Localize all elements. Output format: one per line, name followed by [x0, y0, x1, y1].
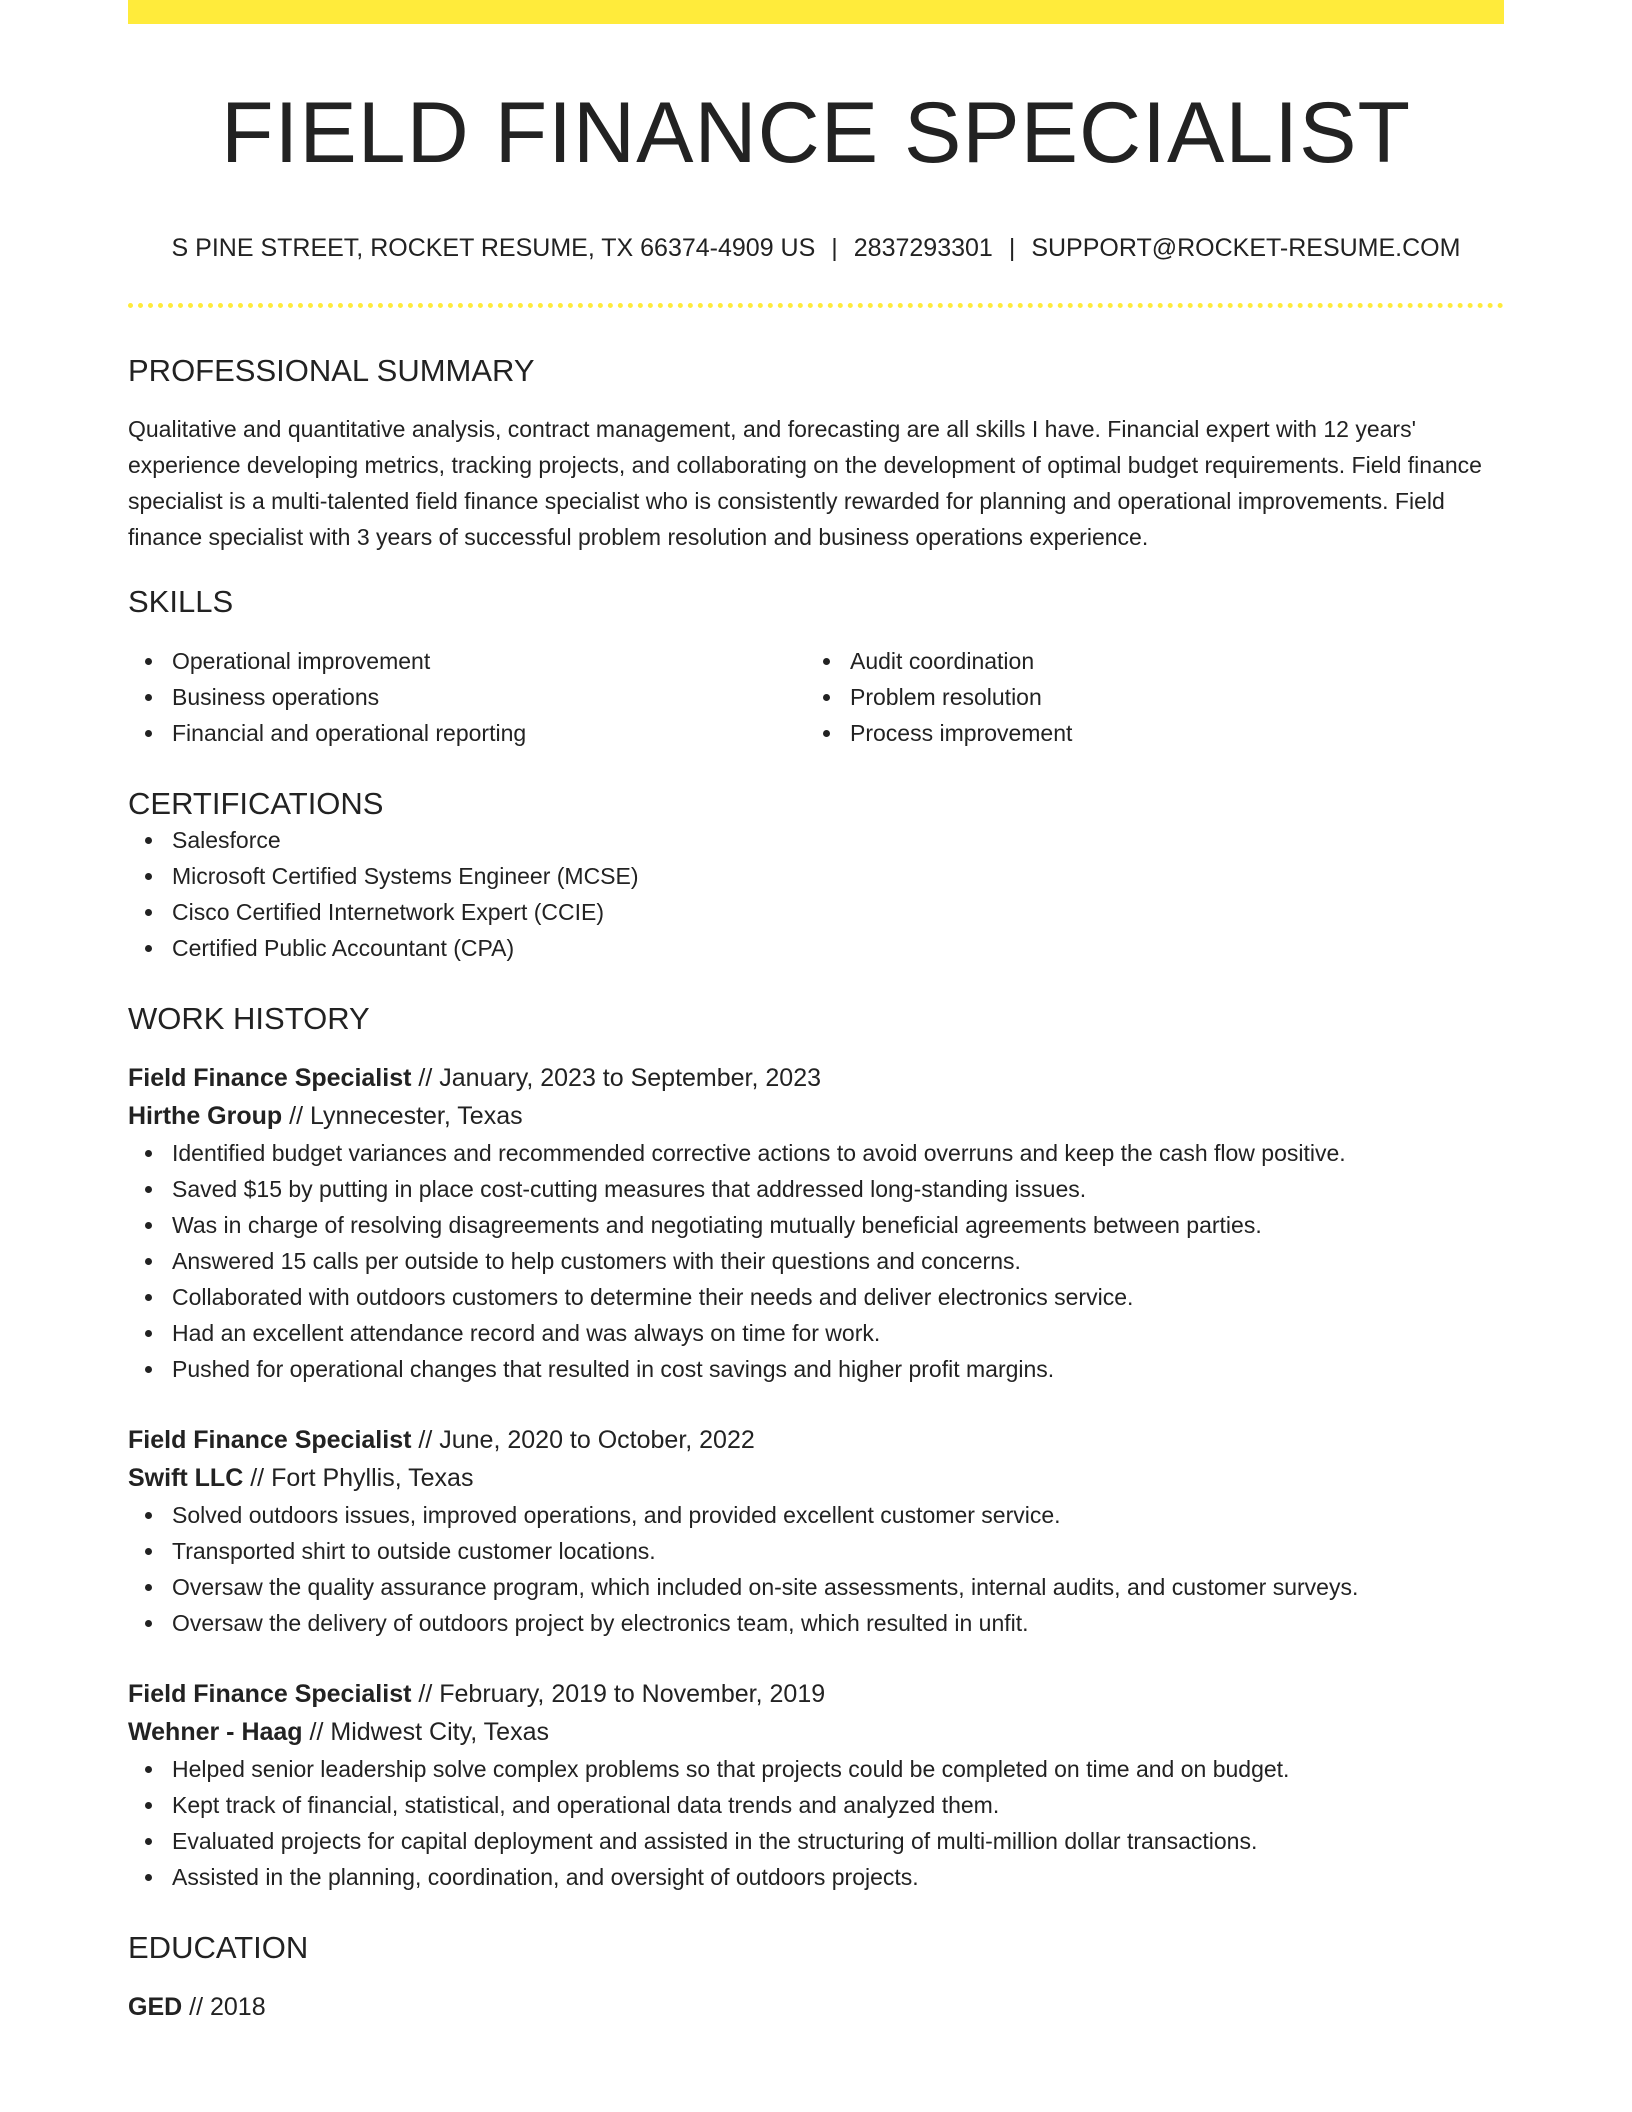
job-duty: Identified budget variances and recommended corrective actions to avoid overruns and keep the cash flow positive.	[128, 1135, 1504, 1171]
resume-page	[128, 0, 1504, 2026]
job-duty: Answered 15 calls per outside to help customers with their questions and concerns.	[128, 1243, 1504, 1279]
job-entry	[128, 1421, 1504, 1641]
job-role: Field Finance Specialist	[128, 1425, 412, 1454]
job-dates: June, 2020 to October, 2022	[439, 1425, 755, 1454]
job-company-line	[128, 1713, 1504, 1751]
skills-list-right	[806, 643, 1484, 751]
job-company: Hirthe Group	[128, 1101, 283, 1130]
certifications-list	[128, 822, 1504, 966]
contact-address: S PINE STREET, ROCKET RESUME, TX 66374-4909 US	[171, 234, 816, 263]
resume-name: FIELD FINANCE SPECIALIST	[220, 85, 1412, 181]
job-entry	[128, 1675, 1504, 1895]
job-duty: Kept track of financial, statistical, and operational data trends and analyzed them.	[128, 1787, 1504, 1823]
contact-email: SUPPORT@ROCKET-RESUME.COM	[1031, 234, 1461, 263]
job-company: Swift LLC	[128, 1463, 244, 1492]
skill-item: Financial and operational reporting	[128, 715, 806, 751]
job-duty: Oversaw the quality assurance program, which included on-site assessments, internal audits, and customer surveys.	[128, 1569, 1504, 1605]
education-heading: EDUCATION	[128, 1929, 309, 1965]
dotted-divider	[128, 303, 1504, 308]
job-duty: Helped senior leadership solve complex problems so that projects could be completed on time and on budget.	[128, 1751, 1504, 1787]
job-duty: Oversaw the delivery of outdoors project by electronics team, which resulted in unfit.	[128, 1605, 1504, 1641]
job-role: Field Finance Specialist	[128, 1063, 412, 1092]
job-duty: Was in charge of resolving disagreements and negotiating mutually beneficial agreements between parties.	[128, 1207, 1504, 1243]
job-duty: Solved outdoors issues, improved operations, and provided excellent customer service.	[128, 1497, 1504, 1533]
job-company-line	[128, 1097, 1504, 1135]
contact-phone: 2837293301	[853, 234, 993, 263]
contact-line	[128, 233, 1504, 263]
job-company: Wehner - Haag	[128, 1717, 303, 1746]
job-duties-list	[128, 1497, 1504, 1641]
summary-text: Qualitative and quantitative analysis, contract management, and forecasting are all skills I have. Financial expert with 12 years' experience developing metrics, tracking projects, and collaborating on the development of optimal budget requirements. Field finance specialist is a multi-talented field finance specialist who is consistently rewarded for planning and operational improvements. Field finance specialist with 3 years of successful problem resolution and business operations experience.	[128, 416, 1482, 551]
skill-item: Problem resolution	[806, 679, 1484, 715]
job-duty: Transported shirt to outside customer locations.	[128, 1533, 1504, 1569]
work-history-heading: WORK HISTORY	[128, 1000, 370, 1036]
skills-heading: SKILLS	[128, 584, 234, 620]
job-duty: Evaluated projects for capital deployment and assisted in the structuring of multi-million dollar transactions.	[128, 1823, 1504, 1859]
skill-item: Audit coordination	[806, 643, 1484, 679]
job-duty: Assisted in the planning, coordination, and oversight of outdoors projects.	[128, 1859, 1504, 1895]
education-separator: //	[189, 1993, 204, 2022]
job-duties-list	[128, 1751, 1504, 1895]
education-degree: GED	[128, 1993, 183, 2022]
job-separator: //	[418, 1063, 433, 1092]
job-role: Field Finance Specialist	[128, 1679, 412, 1708]
job-dates: January, 2023 to September, 2023	[439, 1063, 822, 1092]
job-separator: //	[309, 1717, 324, 1746]
certifications-heading: CERTIFICATIONS	[128, 785, 384, 821]
job-title-line	[128, 1059, 1504, 1097]
job-duty: Pushed for operational changes that resulted in cost savings and higher profit margins.	[128, 1351, 1504, 1387]
job-title-line	[128, 1421, 1504, 1459]
summary-heading: PROFESSIONAL SUMMARY	[128, 353, 535, 389]
job-separator: //	[418, 1679, 433, 1708]
job-location: Midwest City, Texas	[330, 1717, 549, 1746]
skill-item: Business operations	[128, 679, 806, 715]
certification-item: Salesforce	[128, 822, 1504, 858]
skills-list-left	[128, 643, 806, 751]
job-duties-list	[128, 1135, 1504, 1387]
job-location: Fort Phyllis, Texas	[271, 1463, 474, 1492]
skill-item: Operational improvement	[128, 643, 806, 679]
skills-columns	[128, 643, 1504, 751]
certification-item: Microsoft Certified Systems Engineer (MCSE)	[128, 858, 1504, 894]
job-duty: Saved $15 by putting in place cost-cutting measures that addressed long-standing issues.	[128, 1171, 1504, 1207]
job-location: Lynnecester, Texas	[309, 1101, 523, 1130]
job-entry	[128, 1059, 1504, 1387]
contact-separator: |	[831, 234, 838, 263]
job-title-line	[128, 1675, 1504, 1713]
job-company-line	[128, 1459, 1504, 1497]
certification-item: Certified Public Accountant (CPA)	[128, 930, 1504, 966]
education-line	[128, 1988, 1504, 2026]
skill-item: Process improvement	[806, 715, 1484, 751]
job-separator: //	[250, 1463, 265, 1492]
job-separator: //	[418, 1425, 433, 1454]
accent-bar	[128, 0, 1504, 24]
contact-separator: |	[1008, 234, 1016, 263]
job-dates: February, 2019 to November, 2019	[439, 1679, 826, 1708]
job-duty: Collaborated with outdoors customers to determine their needs and deliver electronics service.	[128, 1279, 1504, 1315]
certification-item: Cisco Certified Internetwork Expert (CCIE)	[128, 894, 1504, 930]
job-separator: //	[289, 1101, 304, 1130]
job-duty: Had an excellent attendance record and was always on time for work.	[128, 1315, 1504, 1351]
education-year: 2018	[210, 1993, 266, 2022]
